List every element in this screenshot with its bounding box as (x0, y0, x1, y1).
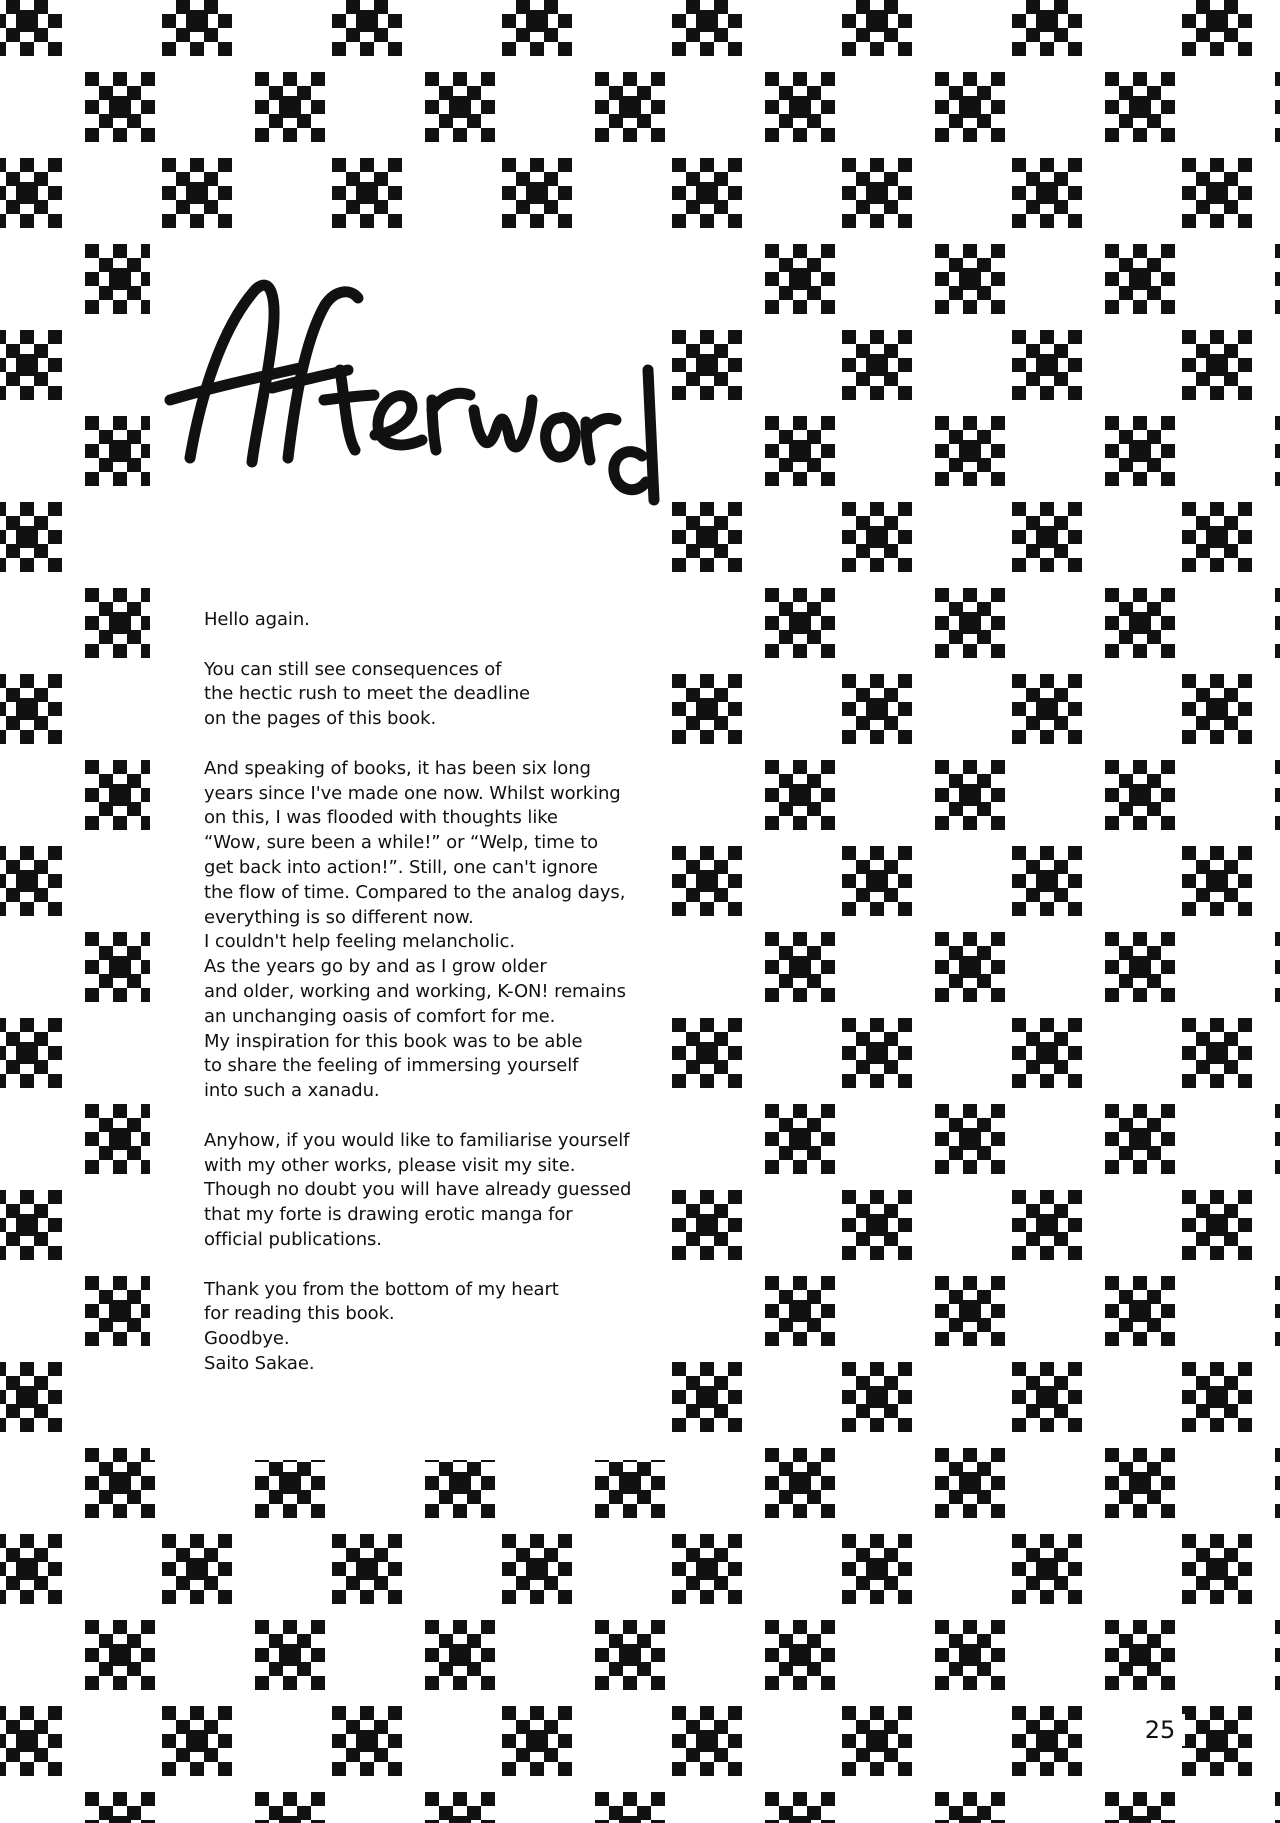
pattern-motif (765, 244, 835, 314)
pattern-motif (842, 674, 912, 744)
pattern-motif (502, 1534, 572, 1604)
pattern-motif (672, 1190, 742, 1260)
pattern-motif (1012, 1706, 1082, 1776)
pattern-motif (85, 588, 155, 658)
pattern-motif (935, 932, 1005, 1002)
pattern-motif (765, 1448, 835, 1518)
pattern-motif (935, 72, 1005, 142)
paragraph-other-works: Anyhow, if you would like to familiarise yourself with my other works, please visit my site. Though no doubt you will have already guessed that my forte is drawing erotic manga for official publications. (204, 1129, 632, 1250)
pattern-motif (1012, 1534, 1082, 1604)
pattern-motif (85, 1792, 155, 1823)
pattern-motif (502, 0, 572, 56)
pattern-motif (0, 158, 62, 228)
pattern-motif (1275, 932, 1280, 1002)
pattern-motif (0, 1534, 62, 1604)
pattern-motif (1275, 416, 1280, 486)
pattern-motif (935, 588, 1005, 658)
pattern-motif (595, 72, 665, 142)
pattern-motif (332, 1706, 402, 1776)
pattern-motif (765, 932, 835, 1002)
pattern-motif (0, 1362, 62, 1432)
pattern-motif (765, 760, 835, 830)
pattern-motif (672, 674, 742, 744)
pattern-motif (1012, 502, 1082, 572)
pattern-motif (425, 1620, 495, 1690)
pattern-motif (672, 0, 742, 56)
pattern-motif (765, 1276, 835, 1346)
pattern-motif (935, 1104, 1005, 1174)
pattern-motif (85, 72, 155, 142)
pattern-motif (1182, 1534, 1252, 1604)
pattern-motif (332, 158, 402, 228)
pattern-motif (765, 1620, 835, 1690)
pattern-motif (1275, 1792, 1280, 1823)
pattern-motif (842, 846, 912, 916)
pattern-motif (502, 1706, 572, 1776)
pattern-motif (1182, 0, 1252, 56)
pattern-motif (1182, 1706, 1252, 1776)
pattern-motif (0, 1706, 62, 1776)
pattern-motif (255, 72, 325, 142)
pattern-motif (842, 502, 912, 572)
pattern-motif (935, 1620, 1005, 1690)
pattern-motif (672, 502, 742, 572)
pattern-motif (842, 330, 912, 400)
pattern-motif (1105, 72, 1175, 142)
pattern-motif (1182, 502, 1252, 572)
pattern-motif (162, 1534, 232, 1604)
pattern-motif (595, 1792, 665, 1823)
pattern-motif (842, 1534, 912, 1604)
pattern-motif (85, 932, 155, 1002)
pattern-motif (1105, 588, 1175, 658)
pattern-motif (765, 1104, 835, 1174)
pattern-motif (332, 1534, 402, 1604)
pattern-motif (935, 1276, 1005, 1346)
pattern-motif (595, 1620, 665, 1690)
pattern-motif (672, 846, 742, 916)
pattern-motif (162, 1706, 232, 1776)
pattern-motif (935, 1448, 1005, 1518)
pattern-motif (842, 1018, 912, 1088)
pattern-motif (1105, 244, 1175, 314)
pattern-motif (255, 1620, 325, 1690)
pattern-motif (85, 1104, 155, 1174)
pattern-motif (0, 0, 62, 56)
pattern-motif (1275, 588, 1280, 658)
pattern-motif (1275, 760, 1280, 830)
page-number: 25 (1135, 1714, 1185, 1746)
pattern-motif (935, 244, 1005, 314)
pattern-motif (935, 1792, 1005, 1823)
pattern-motif (255, 1792, 325, 1823)
pattern-motif (672, 330, 742, 400)
pattern-motif (502, 158, 572, 228)
pattern-motif (672, 1706, 742, 1776)
pattern-motif (0, 330, 62, 400)
pattern-motif (672, 158, 742, 228)
pattern-motif (1105, 760, 1175, 830)
pattern-motif (332, 0, 402, 56)
pattern-motif (85, 244, 155, 314)
pattern-motif (162, 0, 232, 56)
pattern-motif (425, 1792, 495, 1823)
pattern-motif (85, 1276, 155, 1346)
pattern-motif (765, 72, 835, 142)
pattern-motif (1275, 72, 1280, 142)
pattern-motif (842, 1706, 912, 1776)
pattern-motif (1182, 674, 1252, 744)
pattern-motif (1012, 158, 1082, 228)
pattern-motif (1182, 1190, 1252, 1260)
pattern-motif (1105, 1620, 1175, 1690)
pattern-motif (1182, 158, 1252, 228)
pattern-motif (1012, 1362, 1082, 1432)
paragraph-deadline: You can still see consequences of the hectic rush to meet the deadline on the pages of this book. (204, 658, 530, 730)
pattern-motif (85, 1448, 155, 1518)
pattern-motif (425, 72, 495, 142)
paragraph-greeting: Hello again. (204, 609, 310, 630)
pattern-motif (1105, 1792, 1175, 1823)
pattern-motif (1105, 416, 1175, 486)
pattern-motif (765, 416, 835, 486)
pattern-motif (1182, 1018, 1252, 1088)
paragraph-reflection: And speaking of books, it has been six long years since I've made one now. Whilst working on this, I was flooded with thoughts like “Wow, sure been a while!” or “Welp, time to get back into action!”. Still, one can't ignore the flow of time. Compared to the analog days, everything is so different now. I couldn't help feeling melancholic. As the years go by and as I grow older and older, working and working, K-ON! remains an unchanging oasis of comfort for me. My inspiration for this book was to be able to share the feeling of immersing yourself into such a xanadu. (204, 757, 626, 1102)
afterword-body (204, 608, 664, 1402)
pattern-motif (1105, 1276, 1175, 1346)
pattern-motif (1275, 1276, 1280, 1346)
pattern-motif (85, 416, 155, 486)
pattern-motif (0, 674, 62, 744)
pattern-motif (1012, 0, 1082, 56)
pattern-motif (1275, 1620, 1280, 1690)
pattern-motif (1105, 1104, 1175, 1174)
pattern-motif (1275, 1104, 1280, 1174)
paragraph-farewell: Thank you from the bottom of my heart for reading this book. Goodbye. Saito Sakae. (204, 1278, 559, 1374)
pattern-motif (672, 1534, 742, 1604)
pattern-motif (0, 1018, 62, 1088)
pattern-motif (1105, 932, 1175, 1002)
pattern-motif (842, 158, 912, 228)
pattern-motif (0, 502, 62, 572)
pattern-motif (672, 1362, 742, 1432)
pattern-motif (1012, 330, 1082, 400)
pattern-motif (935, 416, 1005, 486)
pattern-motif (1012, 846, 1082, 916)
pattern-motif (935, 760, 1005, 830)
pattern-motif (0, 846, 62, 916)
pattern-motif (162, 158, 232, 228)
pattern-motif (1105, 1448, 1175, 1518)
pattern-motif (765, 588, 835, 658)
pattern-motif (1012, 1190, 1082, 1260)
pattern-motif (1275, 1448, 1280, 1518)
pattern-motif (672, 1018, 742, 1088)
pattern-motif (1182, 330, 1252, 400)
pattern-motif (85, 760, 155, 830)
pattern-motif (1012, 1018, 1082, 1088)
pattern-motif (85, 1620, 155, 1690)
pattern-motif (765, 1792, 835, 1823)
pattern-motif (842, 1362, 912, 1432)
pattern-motif (1182, 1362, 1252, 1432)
pattern-motif (0, 1190, 62, 1260)
pattern-motif (842, 1190, 912, 1260)
pattern-motif (1275, 244, 1280, 314)
pattern-motif (1182, 846, 1252, 916)
pattern-motif (1012, 674, 1082, 744)
afterword-handwritten-title (160, 250, 680, 510)
pattern-motif (842, 0, 912, 56)
